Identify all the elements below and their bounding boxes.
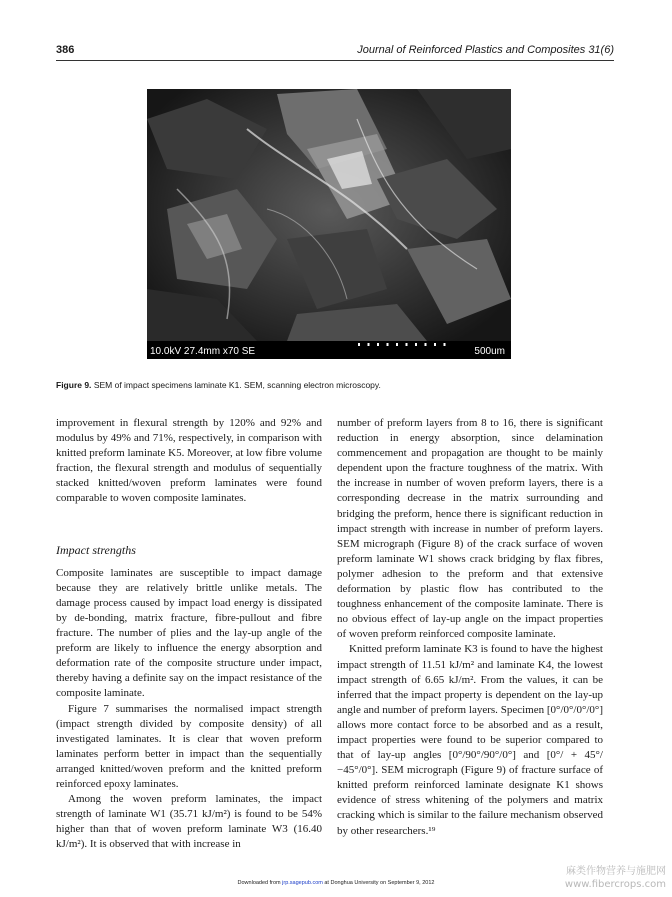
watermark-line-2: www.fibercrops.com: [564, 879, 666, 890]
figure-caption-text: SEM of impact specimens laminate K1. SEM, scanning electron microscopy.: [93, 380, 381, 390]
sem-scale-ticks: [358, 343, 453, 346]
sem-parameters: 10.0kV 27.4mm x70 SE: [150, 346, 256, 357]
footer-prefix: Downloaded from: [237, 880, 281, 886]
sem-info-bar: [147, 341, 511, 359]
journal-title: Journal of Reinforced Plastics and Composites 31(6): [357, 44, 614, 56]
watermark-line-1: 麻类作物营养与施肥网: [566, 866, 666, 877]
sem-micrograph: [147, 89, 511, 359]
intro-paragraph: improvement in flexural strength by 120% and 92% and modulus by 49% and 71%, respectively, in comparison with knitted preform laminate K5. Moreover, at low fibre volume fraction, the flexural strength and modulus of sequentially stacked knitted/woven preform laminates were found comparable to woven composite laminates.: [56, 417, 322, 505]
figure-caption: [56, 380, 616, 390]
sem-image: [147, 89, 511, 359]
sem-scale-label: 500um: [474, 346, 505, 357]
header-rule: [56, 60, 614, 61]
footer-suffix: at Donghua University on September 9, 2012: [324, 880, 435, 886]
section-heading: Impact strengths: [56, 542, 136, 557]
body-paragraph: Composite laminates are susceptible to impact damage because they are relatively brittle unlike metals. The damage process caused by impact load energy is dissipated by de-bonding, matrix fracture, fibre-pullout and fibre fracture. The number of plies and the lay-up angle of the preform are likely to influence the energy absorption and deformation rate of the composite structure under impact, thereby having a definite say on the impact resistance of the composite laminate.: [56, 566, 322, 700]
body-paragraph: Among the woven preform laminates, the impact strength of laminate W1 (35.71 kJ/m²) is found to be 54% higher than that of woven preform laminate W3 (16.40 kJ/m²). It is observed that with increase in: [56, 793, 322, 851]
body-paragraph: Knitted preform laminate K3 is found to have the highest impact strength of 11.51 kJ/m² and laminate K4, the lowest impact strength of 6.65 kJ/m². From the values, it can be inferred that the impact property is dependent on the lay-up angle and number of preform layers. Specimen [0°/0°/0°/0°] allows more contact force to be absorbed and as a result, impact properties were found to be superior compared to that of lay-up angles [0°/90°/90°/0°] and [0°/ + 45°/ −45°/0°]. SEM micrograph (Figure 9) of fracture surface of knitted preform reinforced laminate designate K1 shows evidence of stress whitening of the polymers and matrix cracking which is similar to the failure mechanism observed by other researchers.¹⁹: [337, 643, 603, 837]
left-column: [56, 416, 322, 852]
footer-link[interactable]: jrp.sagepub.com: [282, 880, 323, 886]
watermark: [565, 865, 666, 891]
page-number: 386: [56, 44, 75, 56]
figure-caption-label: Figure 9.: [56, 380, 92, 390]
body-paragraph: Figure 7 summarises the normalised impact strength (impact strength divided by composite density) of all investigated laminates. It is clear that woven preform laminates perform better in impact than the sequentially arranged knitted/woven preform and the knitted preform reinforced epoxy laminates.: [56, 702, 322, 790]
right-column: [337, 416, 603, 839]
body-paragraph: number of preform layers from 8 to 16, there is significant reduction in energy absorption, since delamination commencement and propagation are thought to be mainly dependent upon the fracture toughness of the matrix. With the increase in number of woven preform layers, there is a corresponding decrease in the matrix surrounding and bridging the preform, hence there is significant reduction in impact strength with increase in number of preform layers. SEM micrograph (Figure 8) of the crack surface of woven preform laminate W1 shows crack bridging by flax fibres, polymer adhesion to the preform and that extensive deformation by plastic flow has contributed to the toughness enhancement of the composite laminate. There is no obvious effect of lay-up angle on the impact properties of woven preform reinforced composite laminate.: [337, 417, 603, 641]
